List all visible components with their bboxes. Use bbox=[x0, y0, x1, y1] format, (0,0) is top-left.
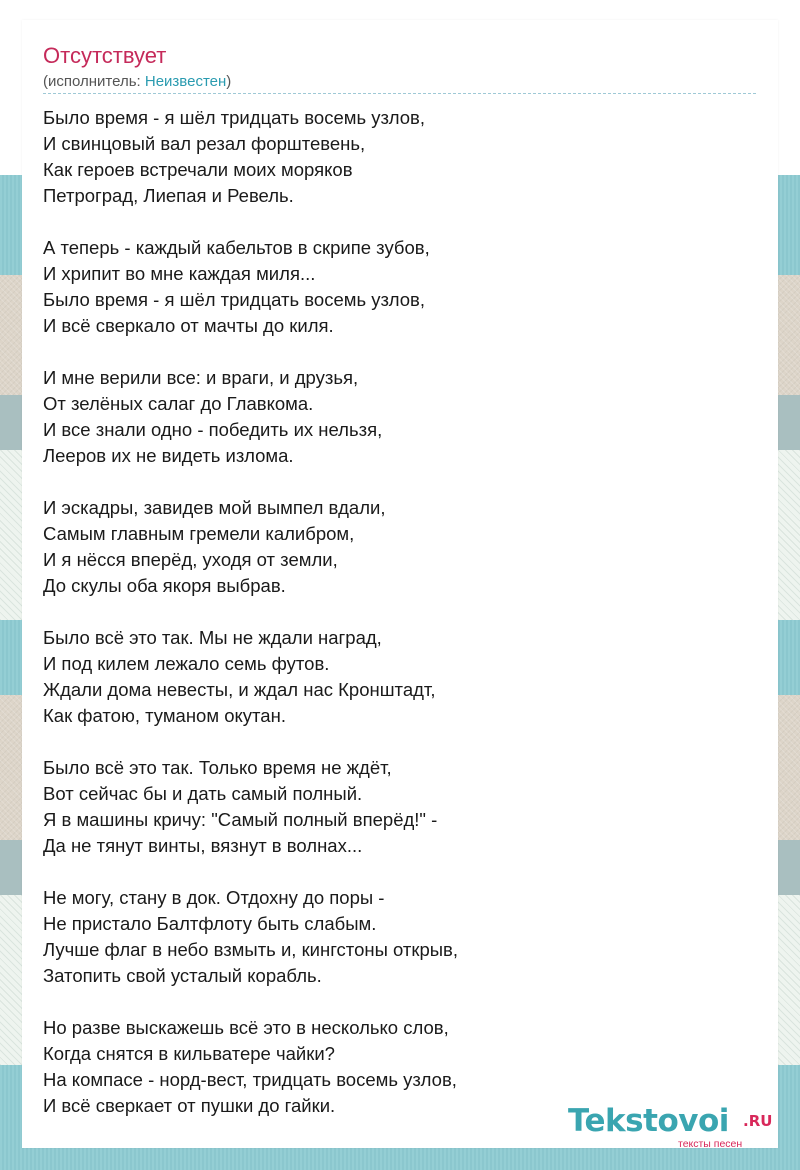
lyric-line: Было время - я шёл тридцать восемь узлов, bbox=[43, 107, 426, 128]
lyric-line: Как фатою, туманом окутан. bbox=[43, 705, 286, 726]
lyric-line: И эскадры, завидев мой вымпел вдали, bbox=[43, 497, 386, 518]
stanza bbox=[43, 885, 743, 989]
lyric-line: Было время - я шёл тридцать восемь узлов, bbox=[43, 289, 426, 310]
lyric-line: До скулы оба якоря выбрав. bbox=[43, 575, 286, 596]
artist-prefix: (исполнитель: bbox=[43, 73, 145, 90]
lyric-line: А теперь - каждый кабельтов в скрипе зубов, bbox=[43, 237, 430, 258]
lyric-line: Не пристало Балтфлоту быть слабым. bbox=[43, 913, 377, 934]
stanza bbox=[43, 105, 743, 209]
artist-line bbox=[43, 72, 231, 92]
lyric-line: Было всё это так. Только время не ждёт, bbox=[43, 757, 392, 778]
artist-suffix: ) bbox=[226, 73, 232, 90]
lyric-line: И хрипит во мне каждая миля... bbox=[43, 263, 316, 284]
artist-link[interactable]: Неизвестен bbox=[144, 73, 227, 90]
song-title: Отсутствует bbox=[43, 43, 167, 68]
stanza bbox=[43, 365, 743, 469]
lyric-line: Как героев встречали моих моряков bbox=[43, 159, 353, 180]
lyric-line: И свинцовый вал резал форштевень, bbox=[43, 133, 366, 154]
site-logo[interactable] bbox=[568, 1102, 778, 1162]
stanza bbox=[43, 495, 743, 599]
lyric-line: Я в машины кричу: "Самый полный вперёд!" - bbox=[43, 809, 438, 830]
stanza bbox=[43, 235, 743, 339]
lyric-line: Затопить свой усталый корабль. bbox=[43, 965, 322, 986]
stanza bbox=[43, 625, 743, 729]
lyric-line: Лучше флаг в небо взмыть и, кингстоны открыв, bbox=[43, 939, 459, 960]
lyric-line: И всё сверкало от мачты до киля. bbox=[43, 315, 334, 336]
lyrics-body bbox=[43, 105, 743, 1145]
lyric-line: Ждали дома невесты, и ждал нас Кронштадт, bbox=[43, 679, 436, 700]
stanza bbox=[43, 755, 743, 859]
lyric-line: Когда снятся в кильватере чайки? bbox=[43, 1043, 335, 1064]
lyric-line: И всё сверкает от пушки до гайки. bbox=[43, 1095, 336, 1116]
logo-tagline: тексты песен bbox=[678, 1138, 743, 1150]
lyric-line: Петроград, Лиепая и Ревель. bbox=[43, 185, 294, 206]
lyric-line: Да не тянут винты, вязнут в волнах... bbox=[43, 835, 363, 856]
lyric-line: И под килем лежало семь футов. bbox=[43, 653, 330, 674]
lyric-line: От зелёных салаг до Главкома. bbox=[43, 393, 314, 414]
lyric-line: И мне верили все: и враги, и друзья, bbox=[43, 367, 359, 388]
lyric-line: Но разве выскажешь всё это в несколько слов, bbox=[43, 1017, 449, 1038]
lyric-line: На компасе - норд-вест, тридцать восемь узлов, bbox=[43, 1069, 457, 1090]
lyric-line: Не могу, стану в док. Отдохну до поры - bbox=[43, 887, 385, 908]
lyric-line: Было всё это так. Мы не ждали наград, bbox=[43, 627, 382, 648]
lyric-line: Лееров их не видеть излома. bbox=[43, 445, 294, 466]
logo-name: Tekstovoi bbox=[568, 1103, 729, 1139]
lyric-line: И все знали одно - победить их нельзя, bbox=[43, 419, 383, 440]
title-divider bbox=[43, 93, 756, 94]
lyrics-card bbox=[22, 20, 778, 1148]
logo-tld: .RU bbox=[743, 1112, 773, 1130]
lyric-line: Вот сейчас бы и дать самый полный. bbox=[43, 783, 363, 804]
lyric-line: Самым главным гремели калибром, bbox=[43, 523, 355, 544]
lyric-line: И я нёсся вперёд, уходя от земли, bbox=[43, 549, 338, 570]
